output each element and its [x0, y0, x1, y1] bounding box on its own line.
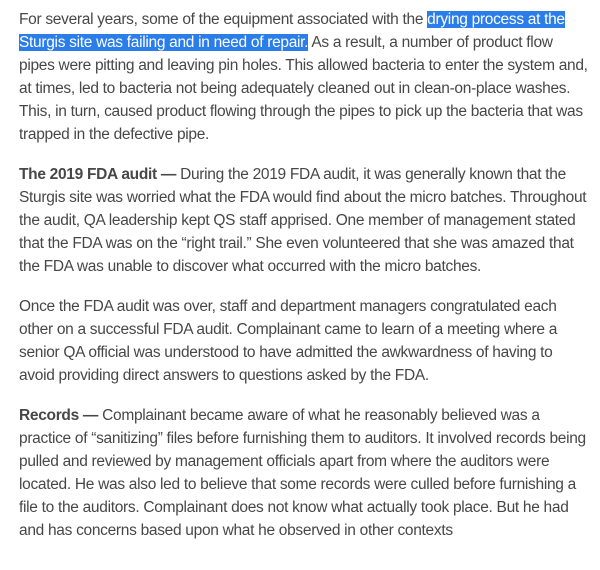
- text-run: As a result, a number of product flow pipes were pitting and leaving pin holes. This allowed bacteria to enter the system and, at times, led to bacteria not being adequately cleaned out in clean-on-place washes. This, in turn, caused product flowing through the pipes to pick up the bacteria that was trapped in the defective pipe.: [19, 34, 588, 143]
- article: [19, 8, 590, 542]
- bold-lead-in: The 2019 FDA audit —: [19, 166, 181, 183]
- paragraph-2019-fda-audit: [19, 163, 590, 278]
- paragraph-equipment-failure: [19, 8, 590, 146]
- bold-lead-in: Records —: [19, 407, 103, 424]
- text-run: During the 2019 FDA audit, it was generally known that the Sturgis site was worried what the FDA would find about the micro batches. Throughout the audit, QA leadership kept QS staff apprised. One member of management stated that the FDA was on the “right trail.” She even volunteered that she was amazed that the FDA was unable to discover what occurred with the micro batches.: [19, 166, 587, 275]
- highlighted-text: drying process at the Sturgis site was failing and in need of repair.: [19, 11, 565, 51]
- text-run: Once the FDA audit was over, staff and department managers congratulated each other on a successful FDA audit. Complainant came to learn of a meeting where a senior QA official was understood to have admitted the awkwardness of having to avoid providing direct answers to questions asked by the FDA.: [19, 298, 558, 384]
- paragraph-records: [19, 404, 590, 542]
- paragraph-audit-aftermath: [19, 295, 590, 387]
- text-run: Complainant became aware of what he reasonably believed was a practice of “sanitizing” files before furnishing them to auditors. It involved records being pulled and reviewed by management officials apart from where the auditors were located. He was also led to believe that some records were culled before furnishing a file to the auditors. Complainant does not know what actually took place. But he had and has concerns based upon what he observed in other contexts: [19, 407, 586, 539]
- text-run: For several years, some of the equipment associated with the: [19, 11, 428, 28]
